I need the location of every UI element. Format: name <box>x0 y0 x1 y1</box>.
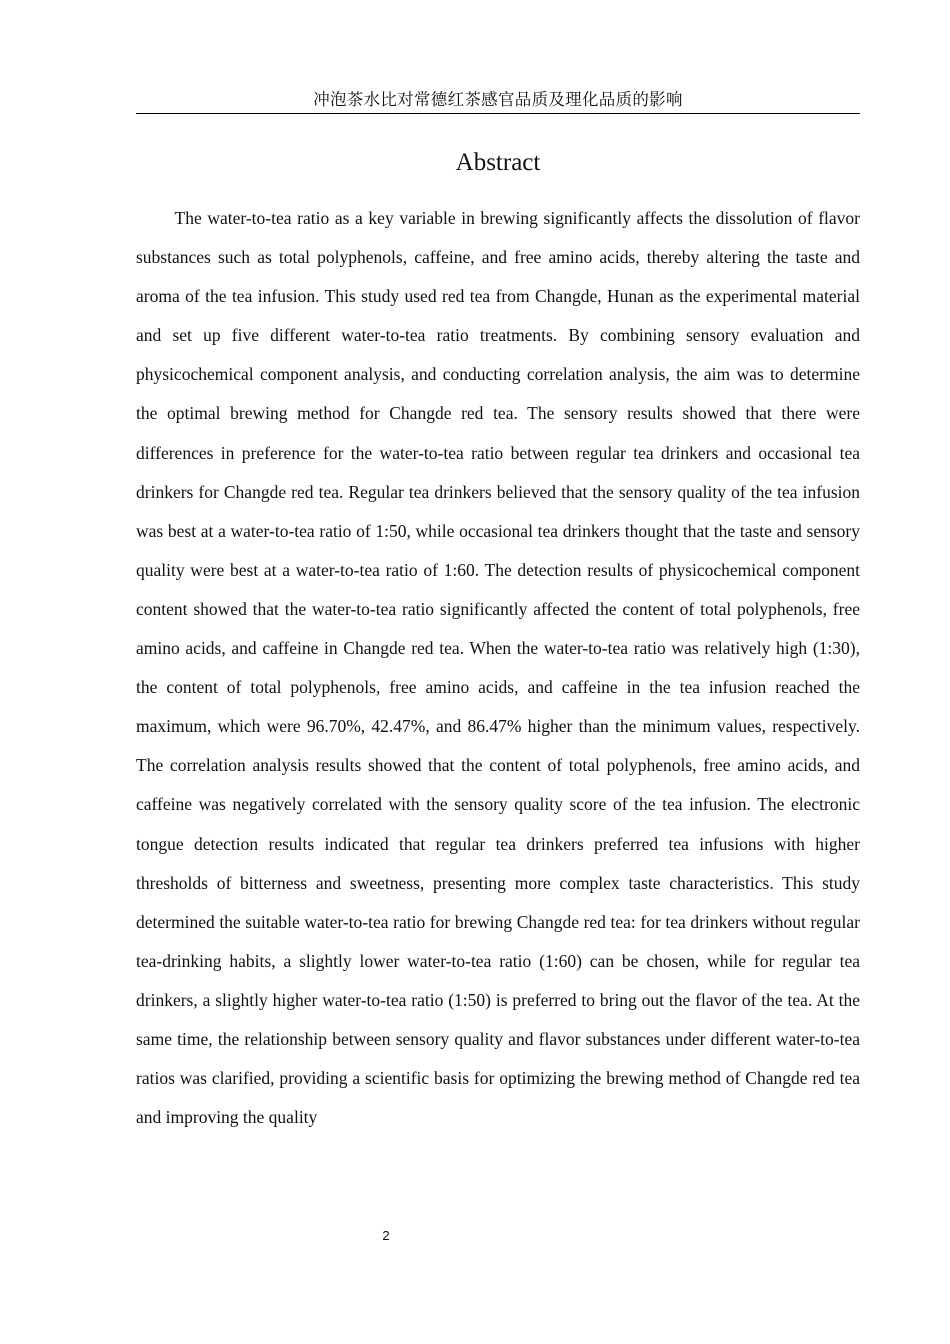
running-header-title: 冲泡茶水比对常德红茶感官品质及理化品质的影响 <box>313 90 683 109</box>
page-number: 2 <box>382 1228 390 1243</box>
header-rule <box>136 113 860 114</box>
abstract-paragraph: The water-to-tea ratio as a key variable in brewing significantly affects the dissolution of flavor substances such as total polyphenols, caffeine, and free amino acids, thereby altering the taste and aroma of the tea infusion. This study used red tea from Changde, Hunan as the experimental material and set up five different water-to-tea ratio treatments. By combining sensory evaluation and physicochemical component analysis, and conducting correlation analysis, the aim was to determine the optimal brewing method for Changde red tea. The sensory results showed that there were differences in preference for the water-to-tea ratio between regular tea drinkers and occasional tea drinkers for Changde red tea. Regular tea drinkers believed that the sensory quality of the tea infusion was best at a water-to-tea ratio of 1:50, while occasional tea drinkers thought that the taste and sensory quality were best at a water-to-tea ratio of 1:60. The detection results of physicochemical component content showed that the water-to-tea ratio significantly affected the content of total polyphenols, free amino acids, and caffeine in Changde red tea. When the water-to-tea ratio was relatively high (1:30), the content of total polyphenols, free amino acids, and caffeine in the tea infusion reached the maximum, which were 96.70%, 42.47%, and 86.47% higher than the minimum values, respectively. The correlation analysis results showed that the content of total polyphenols, free amino acids, and caffeine was negatively correlated with the sensory quality score of the tea infusion. The electronic tongue detection results indicated that regular tea drinkers preferred tea infusions with higher thresholds of bitterness and sweetness, presenting more complex taste characteristics. This study determined the suitable water-to-tea ratio for brewing Changde red tea: for tea drinkers without regular tea-drinking habits, a slightly lower water-to-tea ratio (1:60) can be chosen, while for regular tea drinkers, a slightly higher water-to-tea ratio (1:50) is preferred to bring out the flavor of the tea. At the same time, the relationship between sensory quality and flavor substances under different water-to-tea ratios was clarified, providing a scientific basis for optimizing the brewing method of Changde red tea and improving the quality <box>136 208 860 1128</box>
abstract-heading: Abstract <box>455 149 541 176</box>
